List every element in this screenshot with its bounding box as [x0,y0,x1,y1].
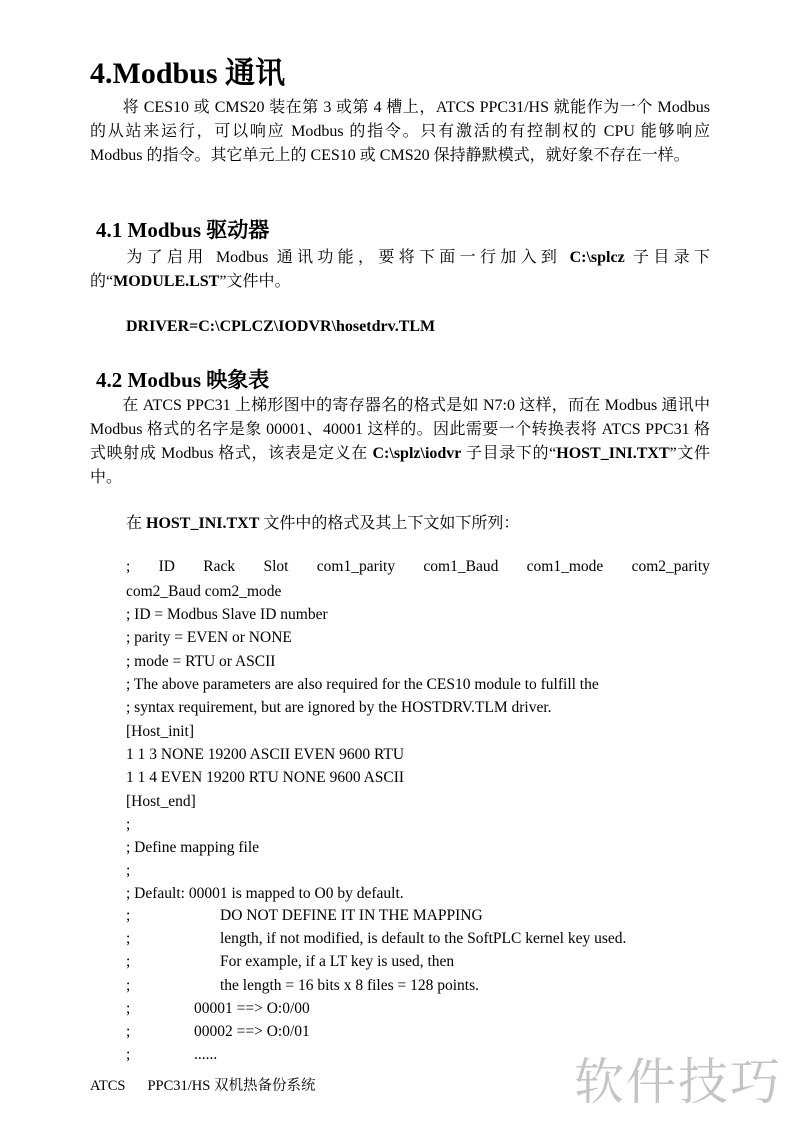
code-semicolon: ; [126,930,131,947]
page-footer [90,1074,315,1095]
s42-text-c: ”文件中。 [90,445,710,486]
footer-brand: ATCS [90,1078,126,1094]
s41-text-c: ”文件中。 [219,273,291,290]
code-line: [Host_end] [126,793,196,810]
format-intro-line [126,510,519,533]
code-header-token: ID [158,558,175,575]
code-comment: DO NOT DEFINE IT IN THE MAPPING [220,907,483,924]
code-semicolon: ; [126,1023,131,1040]
intro-paragraph [90,96,710,168]
s42-path: C:\splz\iodvr [372,445,462,462]
code-line: ; syntax requirement, but are ignored by the HOSTDRV.TLM driver. [126,699,552,716]
code-line: ; Default: 00001 is mapped to O0 by default. [126,885,404,902]
code-comment: the length = 16 bits x 8 files = 128 points. [220,977,480,994]
code-comment: 00002 ==> O:0/01 [194,1023,310,1040]
code-semicolon: ; [126,1000,131,1017]
s42-file: HOST_INI.TXT [556,445,670,462]
code-line: ; The above parameters are also required for the CES10 module to fulfill the [126,676,599,693]
intro-text: 将 CES10 或 CMS20 装在第 3 或第 4 槽上，ATCS PPC31/HS 就能作为一个 Modbus 的从站来运行，可以响应 Modbus 的指令。只有激活的有控制权的 CPU 能够响应 Modbus 的指令。其它单元上的 CES10 或 CMS20 保持静默模式，就好象不存在一样。 [90,99,710,164]
code-header-token: com1_parity [316,558,396,575]
code-semicolon: ; [126,977,131,994]
code-comment: ...... [194,1046,218,1063]
code-semicolon: ; [126,907,131,924]
code-comment: length, if not modified, is default to the SoftPLC kernel key used. [220,930,627,947]
fmt-file: HOST_INI.TXT [146,515,260,532]
footer-system: PPC31/HS 双机热备份系统 [147,1078,316,1094]
code-header-token: com1_mode [526,558,604,575]
code-line: ; parity = EVEN or NONE [126,629,292,646]
code-header-token: com2_parity [631,558,710,575]
driver-line: DRIVER=C:\CPLCZ\IODVR\hosetdrv.TLM [126,318,436,335]
section-4-1-heading: 4.1 Modbus 驱动器 [96,218,270,242]
code-semicolon: ; [126,1046,131,1063]
code-comment: 00001 ==> O:0/00 [194,1000,310,1017]
code-line: ; [126,862,131,879]
code-header-token: com1_Baud [423,558,499,575]
fmt-text-b: 文件中的格式及其上下文如下所列： [259,515,520,532]
s42-text-b: 子目录下的“ [461,445,557,462]
section-4-1-paragraph [90,246,710,294]
fmt-text-a: 在 [126,515,147,532]
section-4-2-heading: 4.2 Modbus 映象表 [96,368,270,392]
code-line: ; Define mapping file [126,839,259,856]
s42-text-a: 在 ATCS PPC31 上梯形图中的寄存器名的格式是如 N7:0 这样，而在 Modbus 通讯中 Modbus 格式的名字是象 00001、40001 这样的。因此需要一个转换表将 ATCS PPC31 格式映射成 Modbus 格式，该表是定义在 [90,397,710,462]
code-line: ; ID = Modbus Slave ID number [126,606,328,623]
code-semicolon: ; [126,953,131,970]
code-line: [Host_init] [126,723,195,740]
watermark-text: 软件技巧 [574,1053,782,1111]
section-4-2-paragraph [90,394,710,490]
page-title: 4.Modbus 通讯 [90,57,286,90]
s41-file: MODULE.LST [113,273,220,290]
code-line: ; [126,816,131,833]
code-line: 1 1 3 NONE 19200 ASCII EVEN 9600 RTU [126,746,405,763]
code-comment: For example, if a LT key is used, then [220,953,455,970]
code-header-token: ; [126,558,131,575]
s41-text-a: 为了启用 Modbus 通讯功能，要将下面一行加入到 [122,249,570,266]
s41-path: C:\splcz [569,249,625,266]
code-line: ; mode = RTU or ASCII [126,653,276,670]
code-header-token: Slot [263,558,289,575]
code-line: 1 1 4 EVEN 19200 RTU NONE 9600 ASCII [126,769,405,786]
code-header-token: Rack [203,558,236,575]
s41-text-b: 子目录下的“ [90,249,710,290]
code-line: com2_Baud com2_mode [126,583,282,600]
code-header-line [126,558,710,576]
